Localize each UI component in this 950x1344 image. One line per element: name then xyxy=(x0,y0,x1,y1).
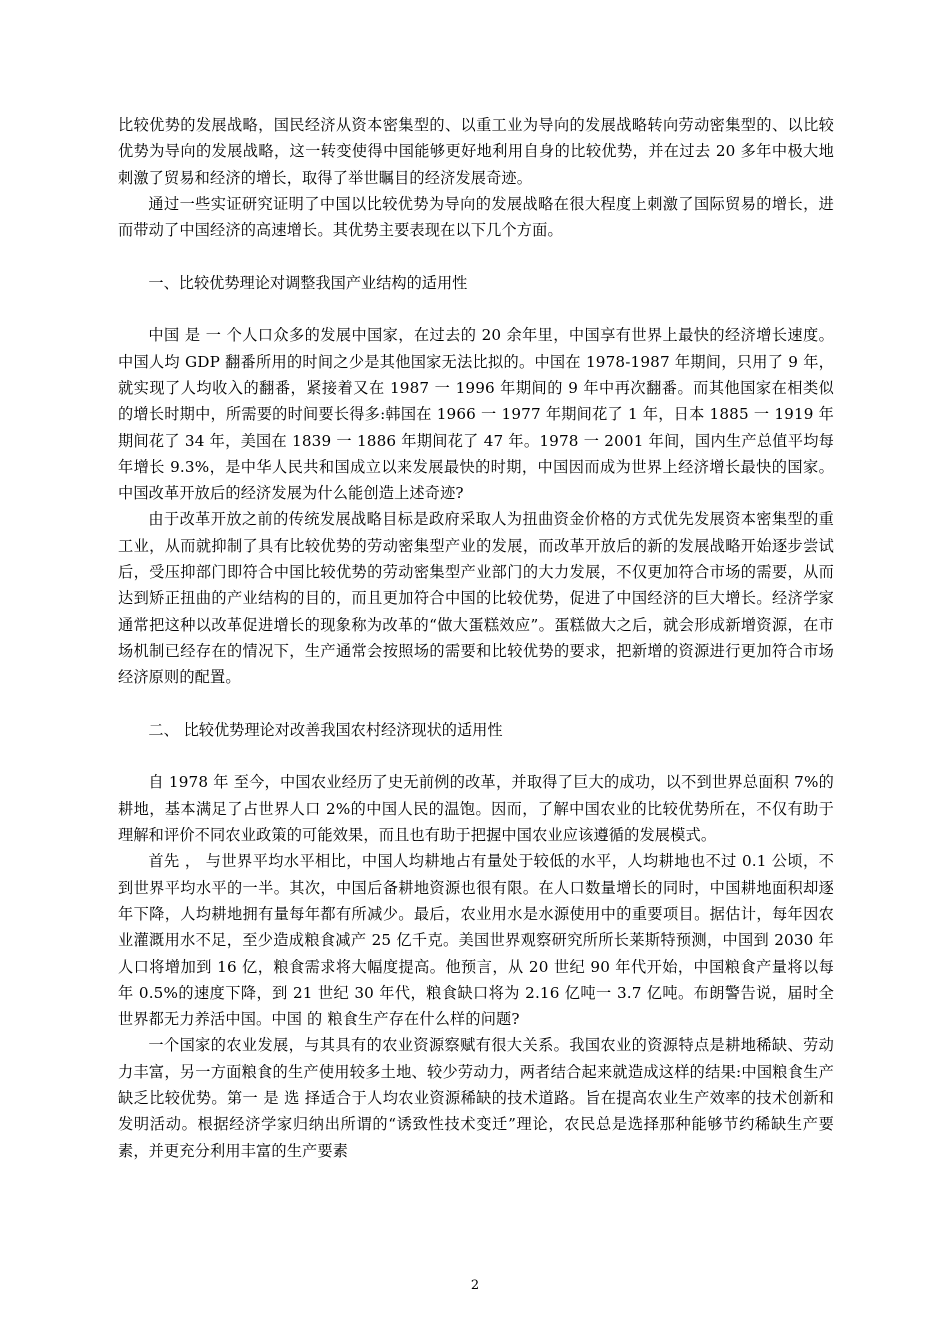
paragraph-spacer xyxy=(118,243,834,269)
document-page xyxy=(118,112,834,1164)
body-paragraph: 一个国家的农业发展，与其具有的农业资源察赋有很大关系。我国农业的资源特点是耕地稀缺、劳动力丰富，另一方面粮食的生产使用较多土地、较少劳动力，两者结合起来就造成这样的结果:中国粮食生产缺乏比较优势。第一 是 选 择适合于人均农业资源稀缺的技术道路。旨在提高农业生产效率的技术创新和发明活动。根据经济学家归纳出所谓的“诱致性技术变迁”理论，农民总是选择那种能够节约稀缺生产要素，并更充分利用丰富的生产要素 xyxy=(118,1036,834,1160)
paragraph-spacer xyxy=(118,296,834,322)
body-paragraph: 首先 ， 与世界平均水平相比，中国人均耕地占有量处于较低的水平，人均耕地也不过 0.1 公顷，不到世界平均水平的一半。其次，中国后备耕地资源也很有限。在人口数量增长的同时，中国耕地面积却逐年下降，人均耕地拥有量每年都有所减少。最后，农业用水是水源使用中的重要项目。据估计，每年因农业灌溉用水不足，至少造成粮食减产 25 亿千克。美国世界观察研究所所长莱斯特预测，中国到 2030 年人口将增加到 16 亿，粮食需求将大幅度提高。他预言，从 20 世纪 90 年代开始，中国粮食产量将以每年 0.5%的速度下降，到 21 世纪 30 年代，粮食缺口将为 2.16 亿吨一 3.7 亿吨。布朗警告说，届时全世界都无力养活中国。中国 的 粮食生产存在什么样的问题? xyxy=(118,852,834,1029)
paragraph-spacer xyxy=(118,691,834,717)
section-heading: 一、比较优势理论对调整我国产业结构的适用性 xyxy=(148,273,468,292)
body-paragraph: 自 1978 年 至今，中国农业经历了史无前例的改革，并取得了巨大的成功，以不到世界总面积 7%的耕地，基本满足了占世界人口 2%的中国人民的温饱。因而，了解中国农业的比较优势所在，不仅有助于理解和评价不同农业政策的可能效果，而且也有助于把握中国农业应该遵循的发展模式。 xyxy=(118,773,834,845)
body-paragraph: 由于改革开放之前的传统发展战略目标是政府采取人为扭曲资金价格的方式优先发展资本密集型的重工业，从而就抑制了具有比较优势的劳动密集型产业的发展，而改革开放后的新的发展战略开始逐步尝试后，受压抑部门即符合中国比较优势的劳动密集型产业部门的大力发展，不仅更加符合市场的需要，从而达到矫正扭曲的产业结构的目的，而且更加符合中国的比较优势，促进了中国经济的巨大增长。经济学家通常把这种以改革促进增长的现象称为改革的“做大蛋糕效应”。蛋糕做大之后，就会形成新增资源，在市场机制已经存在的情况下，生产通常会按照场的需要和比较优势的要求，把新增的资源进行更加符合市场经济原则的配置。 xyxy=(118,510,834,687)
body-paragraph: 中国 是 一 个人口众多的发展中国家，在过去的 20 余年里，中国享有世界上最快的经济增长速度。中国人均 GDP 翻番所用的时间之少是其他国家无法比拟的。中国在 1978-1987 年期间，只用了 9 年，就实现了人均收入的翻番，紧接着又在 1987 一 1996 年期间的 9 年中再次翻番。而其他国家在相类似的增长时期中，所需要的时间要长得多:韩国在 1966 一 1977 年期间花了 1 年，日本 1885 一 1919 年期间花了 34 年，美国在 1839 一 1886 年期间花了 47 年。1978 一 2001 年间，国内生产总值平均每年增长 9.3%，是中华人民共和国成立以来发展最快的时期，中国因而成为世界上经济增长最快的国家。中国改革开放后的经济发展为什么能创造上述奇迹? xyxy=(118,326,834,503)
paragraph-spacer xyxy=(118,743,834,769)
section-heading: 二、 比较优势理论对改善我国农村经济现状的适用性 xyxy=(148,720,503,739)
body-paragraph: 通过一些实证研究证明了中国以比较优势为导向的发展战略在很大程度上刺激了国际贸易的增长，进而带动了中国经济的高速增长。其优势主要表现在以下几个方面。 xyxy=(118,194,834,240)
body-paragraph: 比较优势的发展战略，国民经济从资本密集型的、以重工业为导向的发展战略转向劳动密集型的、以比较优势为导向的发展战略，这一转变使得中国能够更好地利用自身的比较优势，并在过去 20 多年中极大地刺激了贸易和经济的增长，取得了举世瞩目的经济发展奇迹。 xyxy=(118,116,834,187)
page-number: 2 xyxy=(470,1278,480,1293)
